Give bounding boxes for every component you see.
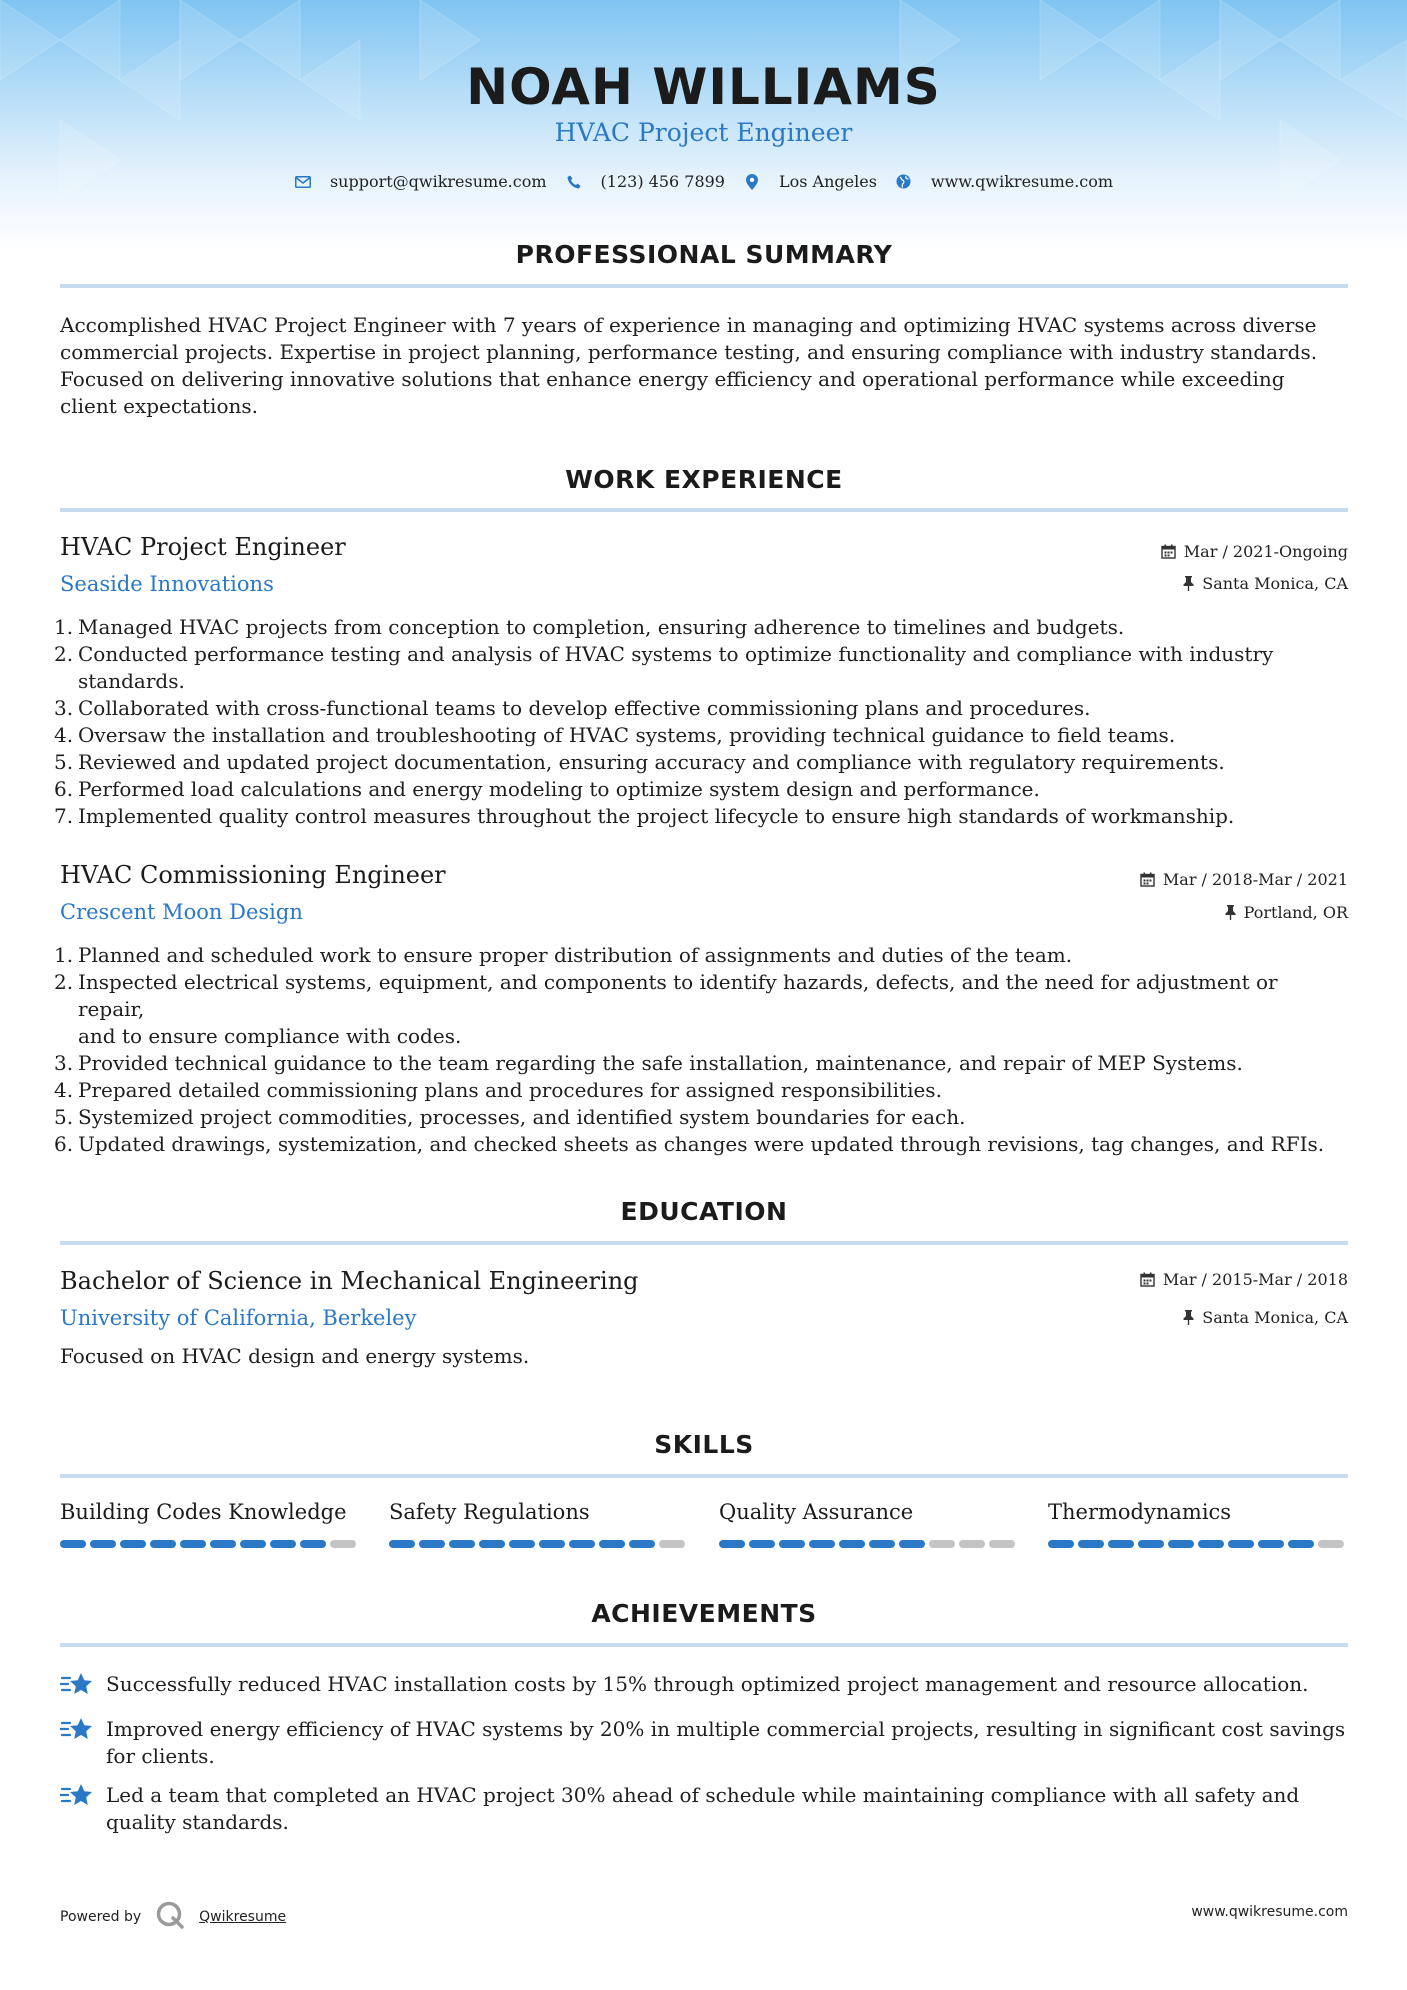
list-item: 1. Managed HVAC projects from conception to completion, ensuring adherence to timelines and budgets. bbox=[54, 615, 1125, 639]
job-dates-text: Mar / 2018-Mar / 2021 bbox=[1162, 870, 1348, 889]
achievements-heading: ACHIEVEMENTS bbox=[591, 1599, 817, 1628]
list-item: 5. Reviewed and updated project documentation, ensuring accuracy and compliance with regulatory requirements. bbox=[54, 750, 1225, 774]
skill-segment-filled bbox=[60, 1540, 86, 1548]
skill-segment-filled bbox=[1168, 1540, 1194, 1548]
skill-item bbox=[389, 1500, 689, 1524]
skill-segment-filled bbox=[629, 1540, 655, 1548]
skill-name: Quality Assurance bbox=[719, 1500, 914, 1524]
list-item: standards. bbox=[78, 669, 185, 693]
skill-segment-filled bbox=[899, 1540, 925, 1548]
list-item: 7. Implemented quality control measures throughout the project lifecycle to ensure high standards of workmanship. bbox=[54, 804, 1235, 828]
map-marker-icon bbox=[743, 173, 761, 191]
skill-item bbox=[1048, 1500, 1348, 1524]
achievement-item bbox=[60, 1716, 1348, 1770]
candidate-name: NOAH WILLIAMS bbox=[466, 58, 941, 116]
skill-segment-filled bbox=[1048, 1540, 1074, 1548]
achievement-item bbox=[60, 1671, 1348, 1698]
education-heading: EDUCATION bbox=[620, 1197, 788, 1226]
job-bullet-list bbox=[54, 614, 1348, 830]
skill-segment-empty bbox=[989, 1540, 1015, 1548]
pushpin-icon bbox=[1183, 1310, 1194, 1325]
achievement-item bbox=[60, 1782, 1348, 1836]
skill-segment-filled bbox=[210, 1540, 236, 1548]
skill-level-bar bbox=[60, 1538, 360, 1550]
skill-segment-filled bbox=[270, 1540, 296, 1548]
job-company: Crescent Moon Design bbox=[60, 900, 303, 924]
phone-text: (123) 456 7899 bbox=[600, 172, 725, 191]
pushpin-icon bbox=[1225, 905, 1236, 920]
email-text: support@qwikresume.com bbox=[329, 172, 547, 191]
list-item: 2. Conducted performance testing and analysis of HVAC systems to optimize functionality and compliance with industry bbox=[54, 642, 1274, 666]
list-item: and to ensure compliance with codes. bbox=[78, 1024, 462, 1048]
brand-link[interactable]: Qwikresume bbox=[199, 1909, 287, 1925]
skill-segment-filled bbox=[120, 1540, 146, 1548]
skill-segment-filled bbox=[839, 1540, 865, 1548]
skill-item bbox=[719, 1500, 1019, 1524]
job-title: HVAC Project Engineer bbox=[60, 533, 346, 561]
contact-phone[interactable] bbox=[565, 172, 725, 191]
job-location-text: Portland, OR bbox=[1243, 903, 1348, 922]
skill-name: Thermodynamics bbox=[1048, 1500, 1232, 1524]
job-title: HVAC Commissioning Engineer bbox=[60, 861, 446, 889]
skill-segment-filled bbox=[599, 1540, 625, 1548]
job-dates bbox=[1161, 542, 1348, 561]
star-icon bbox=[60, 1782, 94, 1809]
skill-item bbox=[60, 1500, 360, 1524]
candidate-role: HVAC Project Engineer bbox=[554, 118, 853, 147]
skill-segment-empty bbox=[330, 1540, 356, 1548]
skill-segment-filled bbox=[869, 1540, 895, 1548]
skill-segment-filled bbox=[1108, 1540, 1134, 1548]
achievement-text: Successfully reduced HVAC installation costs by 15% through optimized project management and resource allocation. bbox=[106, 1672, 1309, 1696]
skill-segment-filled bbox=[509, 1540, 535, 1548]
skill-segment-filled bbox=[90, 1540, 116, 1548]
skills-heading: SKILLS bbox=[654, 1430, 754, 1459]
achievements-divider bbox=[60, 1643, 1348, 1647]
skill-segment-filled bbox=[779, 1540, 805, 1548]
list-item: 4. Prepared detailed commissioning plans and procedures for assigned responsibilities. bbox=[54, 1078, 942, 1102]
skill-segment-filled bbox=[479, 1540, 505, 1548]
list-item: 6. Updated drawings, systemization, and checked sheets as changes were updated through revisions, tag changes, and RFIs. bbox=[54, 1132, 1325, 1156]
contact-email[interactable] bbox=[294, 172, 547, 191]
list-item: 2. Inspected electrical systems, equipment, and components to identify hazards, defects, and the need for adjustment or repair, bbox=[54, 970, 1278, 1021]
skill-segment-filled bbox=[569, 1540, 595, 1548]
skill-segment-filled bbox=[1198, 1540, 1224, 1548]
school-name: University of California, Berkeley bbox=[60, 1306, 417, 1330]
star-icon bbox=[60, 1716, 94, 1743]
skill-segment-empty bbox=[1318, 1540, 1344, 1548]
skill-segment-empty bbox=[959, 1540, 985, 1548]
education-dates-text: Mar / 2015-Mar / 2018 bbox=[1162, 1270, 1348, 1289]
skills-divider bbox=[60, 1474, 1348, 1478]
list-item: 1. Planned and scheduled work to ensure proper distribution of assignments and duties of the team. bbox=[54, 943, 1073, 967]
education-location-text: Santa Monica, CA bbox=[1202, 1308, 1348, 1327]
skill-segment-filled bbox=[180, 1540, 206, 1548]
education-dates bbox=[1140, 1270, 1348, 1289]
skill-segment-empty bbox=[929, 1540, 955, 1548]
calendar-icon bbox=[1161, 544, 1176, 559]
star-icon bbox=[60, 1671, 94, 1698]
job-dates-text: Mar / 2021-Ongoing bbox=[1183, 542, 1348, 561]
qwikresume-logo-icon bbox=[155, 1900, 185, 1934]
globe-icon bbox=[895, 173, 913, 191]
summary-line: commercial projects. Expertise in project planning, performance testing, and ensuring compliance with industry standards. bbox=[60, 340, 1318, 364]
skill-segment-filled bbox=[1228, 1540, 1254, 1548]
contact-bar bbox=[0, 172, 1407, 191]
skill-level-bar bbox=[1048, 1538, 1348, 1550]
job-location bbox=[1225, 903, 1348, 922]
job-location bbox=[1183, 574, 1348, 593]
phone-icon bbox=[565, 173, 583, 191]
skill-segment-filled bbox=[539, 1540, 565, 1548]
skill-segment-filled bbox=[1138, 1540, 1164, 1548]
education-divider bbox=[60, 1241, 1348, 1245]
calendar-icon bbox=[1140, 872, 1155, 887]
summary-divider bbox=[60, 284, 1348, 288]
contact-website[interactable] bbox=[895, 172, 1113, 191]
skill-segment-filled bbox=[419, 1540, 445, 1548]
skill-name: Building Codes Knowledge bbox=[60, 1500, 347, 1524]
skill-segment-filled bbox=[1288, 1540, 1314, 1548]
experience-heading: WORK EXPERIENCE bbox=[565, 465, 843, 494]
degree-title: Bachelor of Science in Mechanical Engineering bbox=[60, 1267, 639, 1295]
summary-line: Accomplished HVAC Project Engineer with 7 years of experience in managing and optimizing HVAC systems across diverse bbox=[60, 313, 1317, 337]
list-item: 3. Provided technical guidance to the team regarding the safe installation, maintenance, and repair of MEP Systems. bbox=[54, 1051, 1243, 1075]
job-bullet-list bbox=[54, 942, 1348, 1158]
skill-name: Safety Regulations bbox=[389, 1500, 590, 1524]
skill-segment-filled bbox=[749, 1540, 775, 1548]
footer-powered-by bbox=[60, 1900, 286, 1934]
skill-segment-filled bbox=[449, 1540, 475, 1548]
skill-segment-filled bbox=[719, 1540, 745, 1548]
job-dates bbox=[1140, 870, 1348, 889]
skill-segment-filled bbox=[240, 1540, 266, 1548]
skill-level-bar bbox=[719, 1538, 1019, 1550]
footer-website[interactable]: www.qwikresume.com bbox=[1191, 1904, 1348, 1920]
list-item: 3. Collaborated with cross-functional teams to develop effective commissioning plans and procedures. bbox=[54, 696, 1091, 720]
skill-segment-filled bbox=[300, 1540, 326, 1548]
skill-segment-filled bbox=[809, 1540, 835, 1548]
job-company: Seaside Innovations bbox=[60, 572, 274, 596]
envelope-icon bbox=[294, 173, 312, 191]
skill-segment-filled bbox=[389, 1540, 415, 1548]
list-item: 6. Performed load calculations and energy modeling to optimize system design and performance. bbox=[54, 777, 1040, 801]
skill-segment-filled bbox=[1258, 1540, 1284, 1548]
list-item: 4. Oversaw the installation and troubleshooting of HVAC systems, providing technical guidance to field teams. bbox=[54, 723, 1176, 747]
contact-location bbox=[743, 172, 877, 191]
skill-segment-filled bbox=[1078, 1540, 1104, 1548]
experience-divider bbox=[60, 508, 1348, 512]
education-note: Focused on HVAC design and energy systems. bbox=[60, 1344, 530, 1368]
powered-by-label: Powered by bbox=[60, 1909, 142, 1925]
pushpin-icon bbox=[1183, 576, 1194, 591]
summary-text bbox=[60, 312, 1348, 420]
website-text: www.qwikresume.com bbox=[930, 172, 1114, 191]
job-location-text: Santa Monica, CA bbox=[1202, 574, 1348, 593]
list-item: 5. Systemized project commodities, processes, and identified system boundaries for each. bbox=[54, 1105, 966, 1129]
summary-line: Focused on delivering innovative solutions that enhance energy efficiency and operational performance while exceeding bbox=[60, 367, 1285, 391]
summary-heading: PROFESSIONAL SUMMARY bbox=[515, 240, 893, 269]
education-location bbox=[1183, 1308, 1348, 1327]
calendar-icon bbox=[1140, 1272, 1155, 1287]
summary-line: client expectations. bbox=[60, 394, 258, 418]
skill-level-bar bbox=[389, 1538, 689, 1550]
skill-segment-empty bbox=[659, 1540, 685, 1548]
location-text: Los Angeles bbox=[778, 172, 877, 191]
achievement-text: Led a team that completed an HVAC project 30% ahead of schedule while maintaining compliance with all safety and quality standards. bbox=[106, 1783, 1300, 1834]
achievement-text: Improved energy efficiency of HVAC systems by 20% in multiple commercial projects, resulting in significant cost savings for clients. bbox=[106, 1717, 1346, 1768]
skill-segment-filled bbox=[150, 1540, 176, 1548]
